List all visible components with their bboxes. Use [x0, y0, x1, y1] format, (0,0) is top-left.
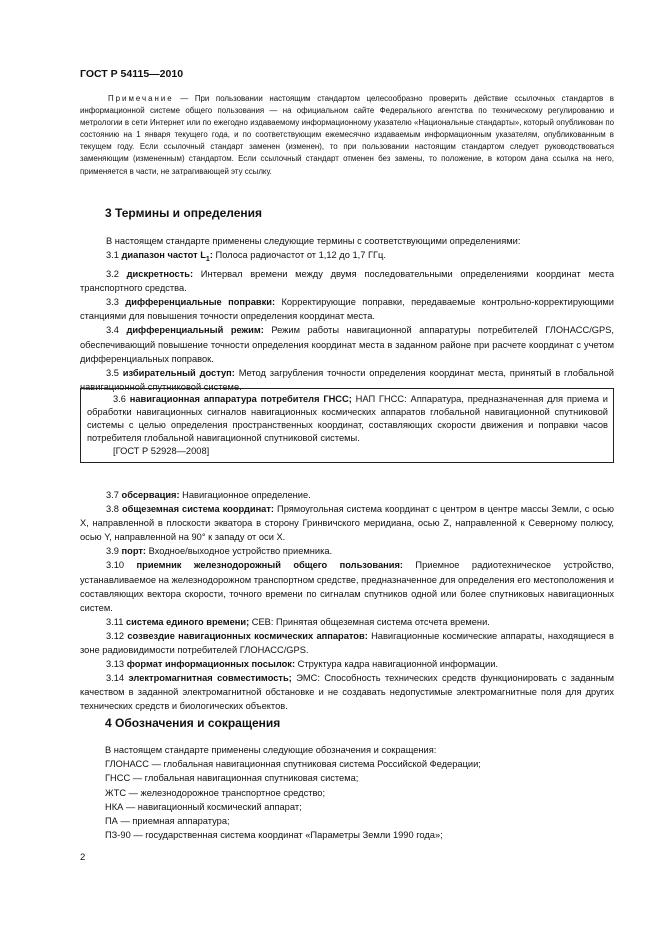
abbreviation-item: ГЛОНАСС — глобальная навигационная спутниковая система Российской Федерации;: [105, 759, 481, 770]
term-3-3: 3.3 дифференциальные поправки: Корректирующие поправки, передаваемые контрольно-корректирующими станциями для повышения точности определения координат места.: [80, 297, 614, 322]
term-3-6: 3.6 навигационная аппаратура потребителя ГНСС; НАП ГНСС: Аппаратура, предназначенная для приема и обработки навигационных сигналов навигационных космических аппаратов глобальной навигационной спутниковой системы с целью определения пространственных координат, составляющих скорости движения и поправки часов потребителя глобальной навигационной спутниковой системы.: [87, 394, 608, 443]
standard-header: ГОСТ Р 54115—2010: [80, 68, 184, 80]
term-3-13: 3.13 формат информационных посылок: Структура кадра навигационной информации.: [106, 659, 498, 670]
term-3-8: 3.8 общеземная система координат: Прямоугольная система координат с центром в центре массы Земли, с осью X, направленной в плоскости экватора в сторону Гринвичского меридиана, осью Z, направленной к Северному полюсу, осью Y, направленной на 90° к западу от оси X.: [80, 504, 614, 543]
term-3-9: 3.9 порт: Входное/выходное устройство приемника.: [106, 546, 333, 557]
term-3-5: 3.5 избирательный доступ: Метод загрубления точности определения координат места, принятый в глобальной навигационной спутниковой системе.: [80, 367, 614, 392]
boxed-term-3-6: [80, 388, 614, 463]
term-3-14: 3.14 электромагнитная совместимость; ЭМС: Способность технических средств функционировать с заданным качеством в заданной электромагнитной обстановке и не создавать недопустимые электромагнитные поля для других технических средств и биологических объектов.: [80, 673, 615, 712]
term-3-10: 3.10 приемник железнодорожный общего пользования: Приемное радиотехническое устройство, устанавливаемое на железнодорожном транспортном средстве, предназначенное для определения его местоположения и составляющих вектора скорости, точного времени по сигналам спутников одной или более спутниковых навигационных систем.: [80, 560, 614, 613]
section-3-terms: [80, 234, 614, 394]
term-3-11: 3.11 система единого времени; СЕВ: Принятая общеземная система отсчета времени.: [106, 616, 490, 627]
section-4-intro: В настоящем стандарте применены следующие обозначения и сокращения:: [105, 745, 437, 755]
section-3-intro: В настоящем стандарте применены следующие термины с соответствующими определениями:: [106, 236, 521, 246]
section-3-heading: 3 Термины и определения: [105, 206, 263, 220]
abbreviation-item: ГНСС — глобальная навигационная спутниковая система;: [105, 773, 359, 784]
term-3-2: 3.2 дискретность: Интервал времени между двумя последовательными определениями координат места транспортного средства.: [80, 269, 614, 294]
note-text: — При пользовании настоящим стандартом целесообразно проверить действие ссылочных стандартов в информационной системе общего пользования — на официальном сайте Федерального агентства по техническому регулированию и метрологии в сети Интернет или по ежегодно издаваемому информационному указателю «Национальные стандарты», который опубликован по состоянию на 1 января текущего года, и по соответствующим ежемесячно издаваемым информационным указателям, опубликованным в текущем году. Если ссылочный стандарт заменен (изменен), то при пользовании настоящим стандартом следует руководствоваться заменяющим (измененным) стандартом. Если ссылочный стандарт отменен без замены, то положение, в котором дана ссылка на него, применяется в части, не затрагивающей эту ссылку.: [80, 94, 614, 176]
abbreviation-item: ЖТС — железнодорожное транспортное средство;: [105, 787, 326, 798]
abbreviation-item: ПЗ-90 — государственная система координат «Параметры Земли 1990 года»;: [105, 830, 443, 841]
page-number: 2: [80, 852, 86, 863]
abbreviation-item: НКА — навигационный космический аппарат;: [105, 801, 302, 812]
note-label: Примечание: [108, 94, 174, 103]
abbreviation-item: ПА — приемная аппаратура;: [105, 816, 230, 827]
section-4-heading: 4 Обозначения и сокращения: [105, 716, 281, 730]
abbreviations-list: [105, 743, 615, 842]
term-3-6-reference: [ГОСТ Р 52928—2008]: [113, 445, 210, 456]
term-3-12: 3.12 созвездие навигационных космических аппаратов: Навигационные космические аппараты, находящиеся в зоне радиовидимости потребителей ГЛОНАСС/GPS.: [80, 630, 614, 656]
term-3-1: 3.1 диапазон частот $L_1$: Полоса радиочастот от 1,12 до 1,7 ГГц.: [106, 250, 386, 263]
term-3-4: 3.4 дифференциальный режим: Режим работы навигационной аппаратуры потребителей ГЛОНАСС/GPS, обеспечивающий повышение точности определения координат места в заданном районе при расчете координат с учетом дифференциальных поправок.: [80, 325, 614, 364]
note-paragraph: [80, 93, 614, 178]
term-3-7: 3.7 обсервация: Навигационное определение.: [106, 490, 311, 500]
section-3-terms-continued: [80, 488, 614, 714]
